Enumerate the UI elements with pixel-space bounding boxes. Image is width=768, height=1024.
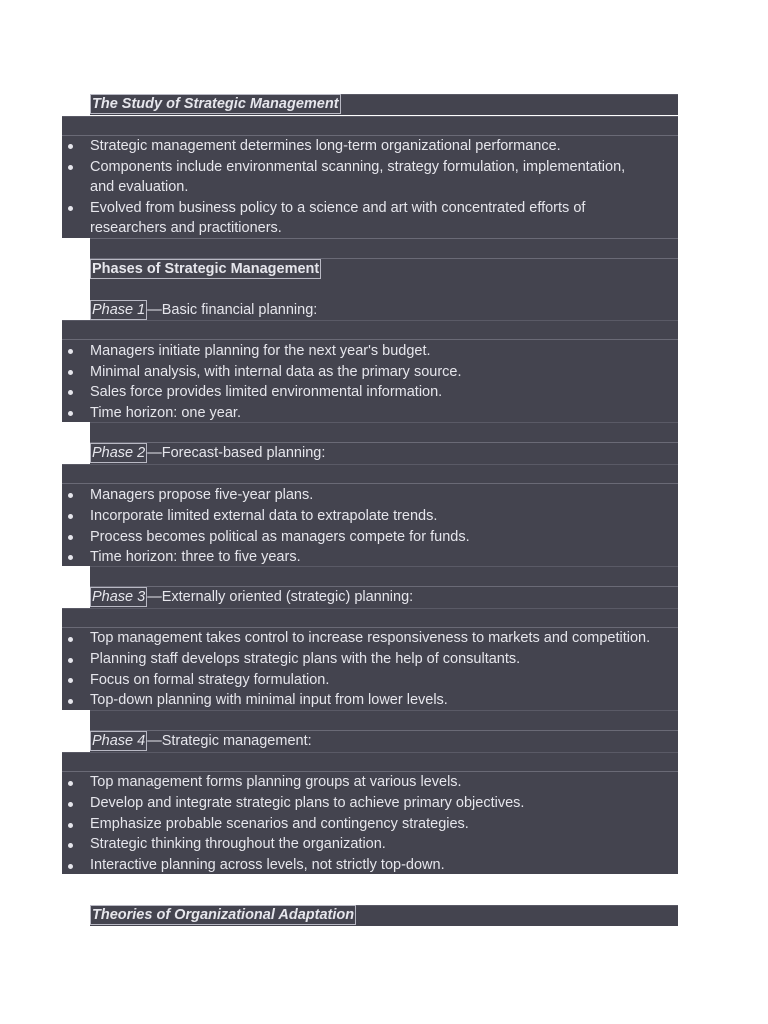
bullet-dot: [68, 514, 73, 519]
list-item: Planning staff develops strategic plans with the help of consultants.: [90, 651, 521, 667]
list-item: Top management forms planning groups at various levels.: [90, 774, 462, 790]
list-item: Minimal analysis, with internal data as the primary source.: [90, 364, 462, 380]
list-item: Emphasize probable scenarios and contingency strategies.: [90, 816, 469, 832]
bullet-dot: [68, 493, 73, 498]
phase-2-heading: [90, 443, 325, 463]
list-item: Managers propose five-year plans.: [90, 487, 314, 503]
phase-3-heading: [90, 587, 413, 607]
bullet-dot: [68, 823, 73, 828]
phase-4-heading: [90, 731, 312, 751]
list-item: Top-down planning with minimal input from lower levels.: [90, 692, 448, 708]
bullet-dot: [68, 658, 73, 663]
bullet-dot: [68, 781, 73, 786]
phase-4-label: Phase 4: [92, 733, 146, 749]
list-item: Managers initiate planning for the next year's budget.: [90, 343, 431, 359]
phase-3-label: Phase 3: [92, 589, 146, 605]
list-item: Time horizon: one year.: [90, 405, 241, 421]
bullet-dot: [68, 802, 73, 807]
list-item: Develop and integrate strategic plans to achieve primary objectives.: [90, 795, 525, 811]
phase-1-heading: [90, 300, 317, 320]
phase-2-label: Phase 2: [92, 445, 146, 461]
bullet-dot: [68, 206, 73, 211]
bullet-dot: [68, 678, 73, 683]
list-item: Strategic management determines long-term organizational performance.: [90, 138, 561, 154]
list-item-continuation: and evaluation.: [90, 179, 189, 195]
bullet-dot: [68, 165, 73, 170]
bullet-dot: [68, 864, 73, 869]
bullet-dot: [68, 637, 73, 642]
bullet-dot: [68, 390, 73, 395]
list-item: Sales force provides limited environmental information.: [90, 384, 443, 400]
bullet-dot: [68, 843, 73, 848]
bullet-dot: [68, 144, 73, 149]
separator: [62, 483, 678, 484]
list-item: Focus on formal strategy formulation.: [90, 672, 330, 688]
bullet-dot: [68, 555, 73, 560]
phase-3-desc: —Externally oriented (strategic) planning:: [147, 589, 414, 605]
bullet-dot: [68, 411, 73, 416]
bullet-dot: [68, 699, 73, 704]
section-title-theories: Theories of Organizational Adaptation: [92, 907, 355, 923]
list-item: Time horizon: three to five years.: [90, 549, 301, 565]
list-item: Incorporate limited external data to extrapolate trends.: [90, 508, 438, 524]
phase-1-desc: —Basic financial planning:: [147, 302, 318, 318]
separator: [62, 339, 678, 340]
phase-2-desc: —Forecast-based planning:: [147, 445, 326, 461]
phase-4-desc: —Strategic management:: [147, 733, 312, 749]
phase-1-label: Phase 1: [92, 302, 146, 318]
section-title-phases: Phases of Strategic Management: [92, 261, 320, 277]
bullet-dot: [68, 370, 73, 375]
list-item-continuation: researchers and practitioners.: [90, 220, 282, 236]
list-item: Strategic thinking throughout the organization.: [90, 836, 386, 852]
bullet-dot: [68, 535, 73, 540]
list-item: Interactive planning across levels, not strictly top-down.: [90, 857, 445, 873]
list-item: Evolved from business policy to a science and art with concentrated efforts of: [90, 200, 586, 216]
section-title-study: The Study of Strategic Management: [92, 96, 339, 112]
bullet-dot: [68, 349, 73, 354]
list-item: Components include environmental scanning, strategy formulation, implementation,: [90, 159, 626, 175]
separator: [90, 238, 678, 239]
list-item: Process becomes political as managers compete for funds.: [90, 529, 470, 545]
list-item: Top management takes control to increase responsiveness to markets and competition.: [90, 630, 651, 646]
